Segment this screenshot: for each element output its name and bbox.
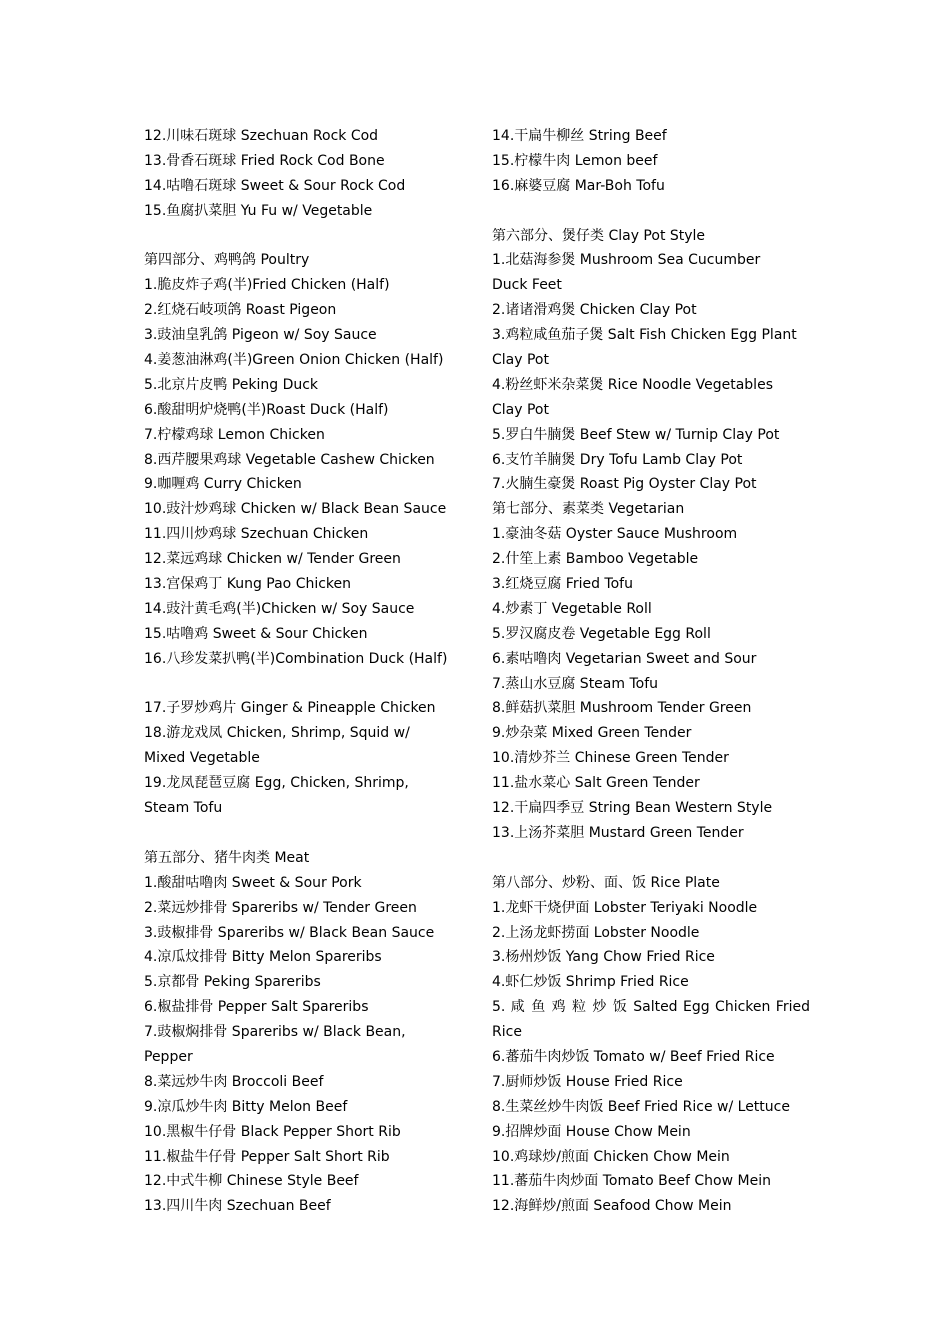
menu-item: 8.生菜丝炒牛肉饭 Beef Fried Rice w/ Lettuce (492, 1098, 790, 1115)
menu-item: 13.骨香石斑球 Fried Rock Cod Bone (144, 152, 385, 169)
menu-item: 1.北菇海参煲 Mushroom Sea Cucumber (492, 252, 761, 269)
menu-item: 13.四川牛肉 Szechuan Beef (144, 1198, 331, 1215)
menu-item: 2.什笙上素 Bamboo Vegetable (492, 551, 699, 568)
menu-item: 15.鱼腐扒菜胆 Yu Fu w/ Vegetable (144, 202, 373, 219)
blank-line (144, 672, 464, 697)
menu-item: Mixed Vegetable (144, 750, 260, 767)
menu-item: 5. 咸 鱼 鸡 粒 炒 饭 Salted Egg Chicken Fried (492, 999, 810, 1016)
menu-item: 5.罗白牛腩煲 Beef Stew w/ Turnip Clay Pot (492, 426, 780, 443)
menu-item: 10.鸡球炒/煎面 Chicken Chow Mein (492, 1148, 730, 1165)
section-heading: 第七部分、素菜类 Vegetarian (492, 501, 685, 518)
menu-item: 3.豉椒排骨 Spareribs w/ Black Bean Sauce (144, 924, 435, 941)
menu-item: 10.豉汁炒鸡球 Chicken w/ Black Bean Sauce (144, 501, 447, 518)
menu-item: 19.龙凤琵琶豆腐 Egg, Chicken, Shrimp, (144, 775, 409, 792)
menu-item: 8.鲜菇扒菜胆 Mushroom Tender Green (492, 700, 752, 717)
menu-item: 16.八珍发菜扒鸭(半)Combination Duck (Half) (144, 650, 448, 667)
menu-item: 6.素咕噜肉 Vegetarian Sweet and Sour (492, 650, 757, 667)
menu-item: 12.中式牛柳 Chinese Style Beef (144, 1173, 359, 1190)
menu-item: 1.龙虾干烧伊面 Lobster Teriyaki Noodle (492, 899, 758, 916)
menu-item: Rice (492, 1024, 522, 1041)
menu-item: 4.炒素丁 Vegetable Roll (492, 600, 652, 617)
menu-item: 4.凉瓜炆排骨 Bitty Melon Spareribs (144, 949, 382, 966)
menu-item: 12.菜远鸡球 Chicken w/ Tender Green (144, 551, 401, 568)
section-heading: 第四部分、鸡鸭鸽 Poultry (144, 252, 310, 269)
menu-item: 5.京都骨 Peking Spareribs (144, 974, 321, 991)
menu-item: 4.姜葱油淋鸡(半)Green Onion Chicken (Half) (144, 352, 444, 369)
menu-item: Duck Feet (492, 277, 562, 294)
menu-item: 6.支竹羊腩煲 Dry Tofu Lamb Clay Pot (492, 451, 743, 468)
menu-item: 12.川味石斑球 Szechuan Rock Cod (144, 128, 379, 144)
menu-item: 6.椒盐排骨 Pepper Salt Spareribs (144, 999, 369, 1016)
blank-line (492, 199, 810, 224)
menu-item: Pepper (144, 1048, 193, 1065)
menu-item: 7.火腩生豪煲 Roast Pig Oyster Clay Pot (492, 476, 757, 493)
blank-line (144, 224, 464, 249)
section-heading: 第八部分、炒粉、面、饭 Rice Plate (492, 874, 720, 891)
menu-item: 5.罗汉腐皮卷 Vegetable Egg Roll (492, 625, 711, 642)
menu-right-column (492, 124, 810, 1219)
menu-item: 3.鸡粒咸鱼茄子煲 Salt Fish Chicken Egg Plant (492, 327, 797, 344)
menu-item: 2.菜远炒排骨 Spareribs w/ Tender Green (144, 899, 417, 916)
section-heading: 第五部分、猪牛肉类 Meat (144, 849, 310, 866)
menu-item: 2.红烧石岐项鸽 Roast Pigeon (144, 302, 337, 319)
menu-item: 2.诸诸滑鸡煲 Chicken Clay Pot (492, 302, 697, 319)
menu-item: 4.粉丝虾米杂菜煲 Rice Noodle Vegetables (492, 376, 773, 393)
menu-item: 9.咖喱鸡 Curry Chicken (144, 476, 302, 493)
menu-item: 11.四川炒鸡球 Szechuan Chicken (144, 526, 369, 543)
menu-item: 5.北京片皮鸭 Peking Duck (144, 376, 319, 393)
menu-item: 9.凉瓜炒牛肉 Bitty Melon Beef (144, 1098, 348, 1115)
menu-item: 7.厨师炒饭 House Fried Rice (492, 1073, 683, 1090)
menu-item: 10.清炒芥兰 Chinese Green Tender (492, 750, 729, 767)
menu-item: 15.柠檬牛肉 Lemon beef (492, 152, 658, 169)
section-heading: 第六部分、煲仔类 Clay Pot Style (492, 227, 706, 244)
menu-item: 15.咕噜鸡 Sweet & Sour Chicken (144, 625, 368, 642)
menu-item: 1.脆皮炸子鸡(半)Fried Chicken (Half) (144, 277, 390, 294)
menu-item: 11.盐水菜心 Salt Green Tender (492, 775, 700, 792)
menu-item: 8.菜远炒牛肉 Broccoli Beef (144, 1073, 324, 1090)
menu-item: 7.柠檬鸡球 Lemon Chicken (144, 426, 325, 443)
menu-item: 3.红烧豆腐 Fried Tofu (492, 576, 633, 593)
menu-item: Steam Tofu (144, 800, 223, 817)
menu-item: 6.蕃茄牛肉炒饭 Tomato w/ Beef Fried Rice (492, 1048, 775, 1065)
menu-item: 14.豉汁黄毛鸡(半)Chicken w/ Soy Sauce (144, 600, 415, 617)
menu-item: 11.蕃茄牛肉炒面 Tomato Beef Chow Mein (492, 1173, 771, 1190)
menu-left-column (144, 124, 464, 1219)
blank-line (492, 846, 810, 871)
menu-item: 3.豉油皇乳鸽 Pigeon w/ Soy Sauce (144, 327, 377, 344)
menu-item: 11.椒盐牛仔骨 Pepper Salt Short Rib (144, 1148, 390, 1165)
menu-item: 1.豪油冬菇 Oyster Sauce Mushroom (492, 526, 738, 543)
blank-line (144, 821, 464, 846)
menu-item: Clay Pot (492, 352, 549, 369)
menu-item: 9.招牌炒面 House Chow Mein (492, 1123, 691, 1140)
menu-item: 18.游龙戏凤 Chicken, Shrimp, Squid w/ (144, 725, 410, 742)
menu-item: 12.干扁四季豆 String Bean Western Style (492, 800, 773, 817)
menu-item: 3.杨州炒饭 Yang Chow Fried Rice (492, 949, 715, 966)
menu-item: 9.炒杂菜 Mixed Green Tender (492, 725, 692, 742)
menu-item: 13.宫保鸡丁 Kung Pao Chicken (144, 576, 352, 593)
menu-item: 7.豉椒焖排骨 Spareribs w/ Black Bean, (144, 1024, 406, 1041)
menu-item: 2.上汤龙虾捞面 Lobster Noodle (492, 924, 700, 941)
menu-item: 10.黑椒牛仔骨 Black Pepper Short Rib (144, 1123, 401, 1140)
menu-item: 17.子罗炒鸡片 Ginger & Pineapple Chicken (144, 700, 436, 717)
menu-item: 16.麻婆豆腐 Mar-Boh Tofu (492, 177, 665, 194)
menu-item: Clay Pot (492, 401, 549, 418)
menu-item: 6.酸甜明炉烧鸭(半)Roast Duck (Half) (144, 401, 389, 418)
menu-item: 7.蒸山水豆腐 Steam Tofu (492, 675, 659, 692)
menu-item: 12.海鲜炒/煎面 Seafood Chow Mein (492, 1198, 732, 1215)
menu-item: 14.干扁牛柳丝 String Beef (492, 128, 667, 144)
menu-item: 8.西芹腰果鸡球 Vegetable Cashew Chicken (144, 451, 435, 468)
menu-item: 1.酸甜咕噜肉 Sweet & Sour Pork (144, 874, 362, 891)
menu-item: 14.咕噜石斑球 Sweet & Sour Rock Cod (144, 177, 406, 194)
menu-item: 13.上汤芥菜胆 Mustard Green Tender (492, 824, 744, 841)
menu-item: 4.虾仁炒饭 Shrimp Fried Rice (492, 974, 689, 991)
